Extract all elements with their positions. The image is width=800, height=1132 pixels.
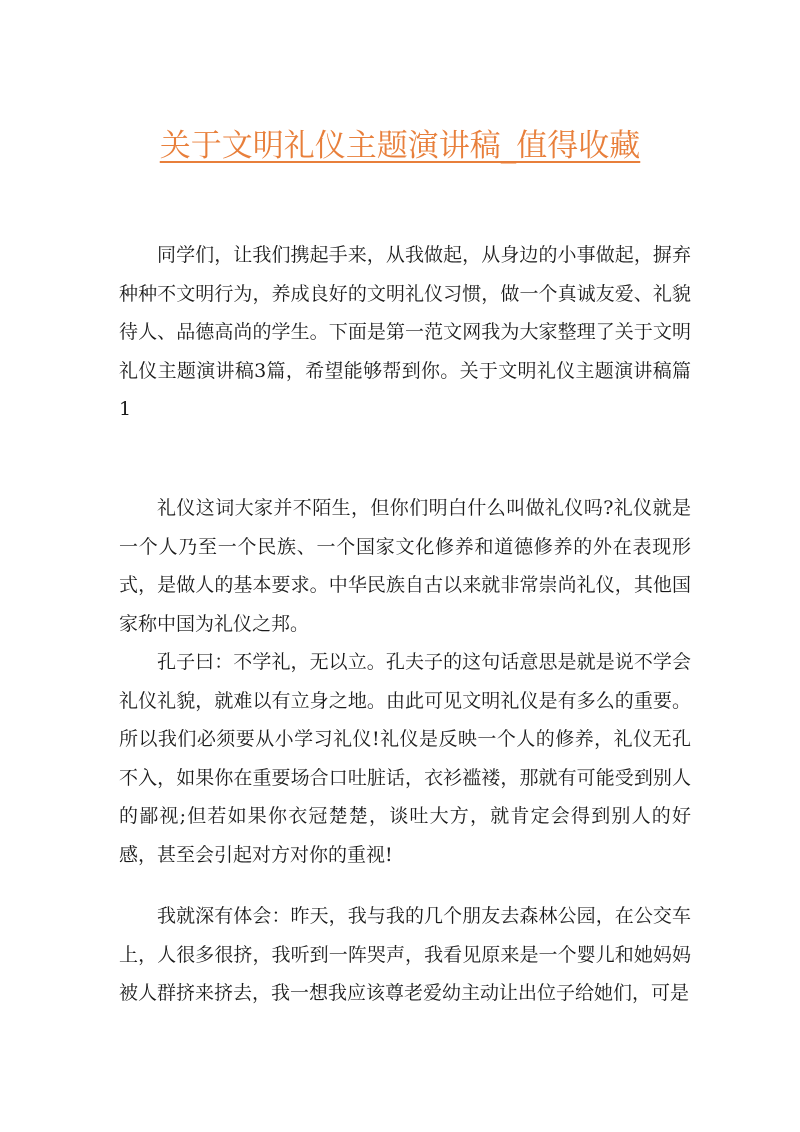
- paragraph-block-2: [119, 489, 691, 643]
- paragraph-block-1: [119, 236, 691, 429]
- document-title: [0, 124, 800, 168]
- body-paragraph: 礼仪这词大家并不陌生，但你们明白什么叫做礼仪吗?礼仪就是一个人乃至一个民族、一个国家文化修养和道德修养的外在表现形式，是做人的基本要求。中华民族自古以来就非常崇尚礼仪，其他国家称中国为礼仪之邦。: [119, 497, 691, 635]
- document-title-text: 关于文明礼仪主题演讲稿_值得收藏: [159, 128, 641, 164]
- body-paragraph: 孔子曰：不学礼，无以立。孔夫子的这句话意思是就是说不学会礼仪礼貌，就难以有立身之地。由此可见文明礼仪是有多么的重要。所以我们必须要从小学习礼仪!礼仪是反映一个人的修养，礼仪无孔不入，如果你在重要场合口吐脏话，衣衫褴褛，那就有可能受到别人的鄙视;但若如果你衣冠楚楚，谈吐大方，就肯定会得到别人的好感，甚至会引起对方对你的重视!: [119, 651, 691, 866]
- paragraph-block-3: [119, 643, 691, 874]
- body-paragraph: 我就深有体会：昨天，我与我的几个朋友去森林公园，在公交车上，人很多很挤，我听到一阵哭声，我看见原来是一个婴儿和她妈妈被人群挤来挤去，我一想我应该尊老爱幼主动让出位子给她们，可是: [119, 905, 691, 1004]
- paragraph-block-4: [119, 897, 691, 1013]
- body-paragraph: 同学们，让我们携起手来，从我做起，从身边的小事做起，摒弃种种不文明行为，养成良好的文明礼仪习惯，做一个真诚友爱、礼貌待人、品德高尚的学生。下面是第一范文网我为大家整理了关于文明礼仪主题演讲稿3篇，希望能够帮到你。关于文明礼仪主题演讲稿篇1: [119, 244, 691, 420]
